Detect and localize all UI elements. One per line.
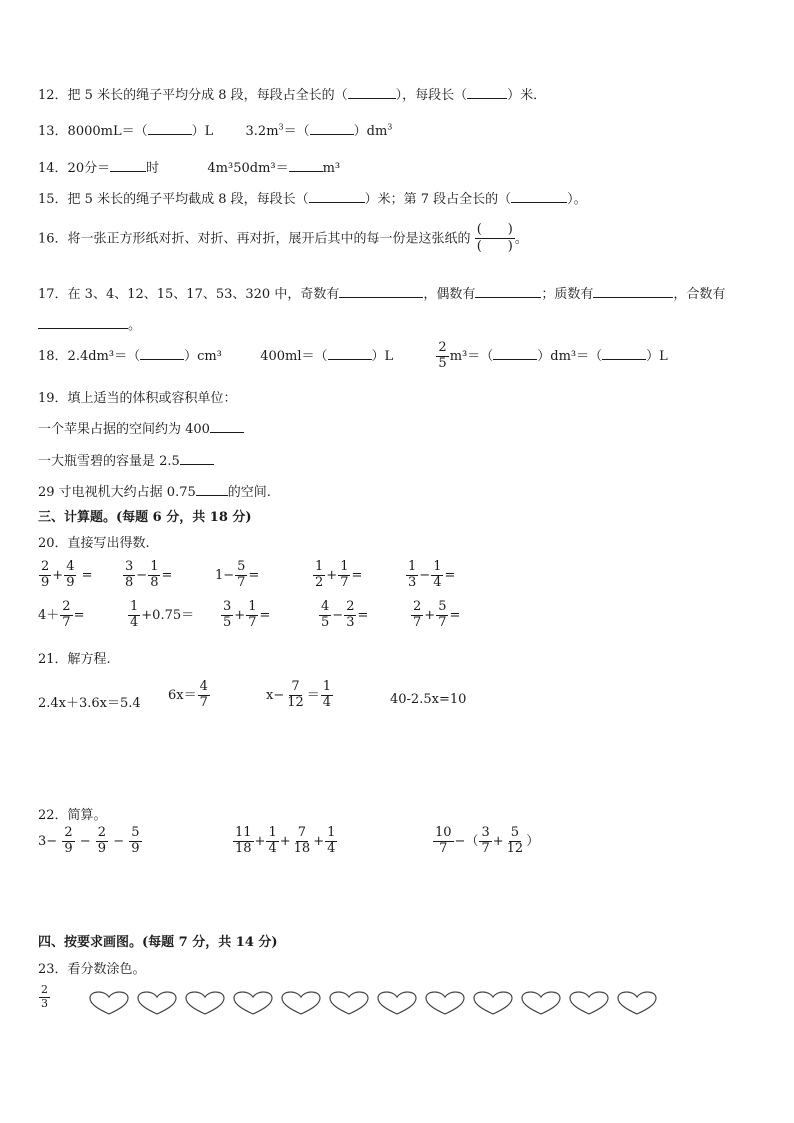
heart-shape[interactable] <box>184 990 226 1016</box>
heart-shape[interactable] <box>328 990 370 1016</box>
simplify-expression: $\frac{11}{18}$ + $\frac{1}{4}$ + $\frac{7}{18}$ + $\frac{1}{4}$ <box>235 825 336 856</box>
heart-shape[interactable] <box>88 990 130 1016</box>
question-22-title: 22．简算。 <box>38 808 107 823</box>
calc-item: $\frac{1}{4}$ +0.75＝ <box>130 599 195 630</box>
question-19-line-1: 一个苹果占据的空间约为 400 <box>38 418 244 437</box>
answer-blank[interactable] <box>289 159 323 172</box>
calc-item: 4＋ $\frac{2}{7}$ = <box>38 599 85 630</box>
answer-blank[interactable] <box>493 347 537 360</box>
heart-shape[interactable] <box>376 990 418 1016</box>
question-12: 12．把 5 米长的绳子平均分成 8 段，每段占全长的（ ），每段长（ ）米． <box>38 88 547 103</box>
answer-blank[interactable] <box>593 285 673 298</box>
answer-blank[interactable] <box>180 452 214 465</box>
question-19-line-3: 29 寸电视机大约占据 0.75 的空间. <box>38 485 271 500</box>
question-17: 17．在 3、4、12、15、17、53、320 中，奇数有 ，偶数有 ；质数有 ，合数有 <box>38 287 726 302</box>
answer-blank[interactable] <box>467 86 507 99</box>
equation: 6x＝ $\frac{4}{7}$ <box>168 679 208 710</box>
section-4-heading: 四、按要求画图。(每题 7 分，共 14 分) <box>38 935 278 950</box>
question-21-title: 21．解方程. <box>38 652 111 667</box>
question-18: 18．2.4dm³＝（ ）cm³ 400ml＝（ ）L $\frac{2}{5}$ m³＝（ ）dm³＝（ ）L <box>38 340 668 371</box>
question-13: 13．8000mL＝（ ）L $3.2m^3=$（ ）$dm^3$ <box>38 122 393 139</box>
question-19-title: 19．填上适当的体积或容积单位： <box>38 391 237 406</box>
heart-shape[interactable] <box>424 990 466 1016</box>
question-15: 15．把 5 米长的绳子平均截成 8 段，每段长（ ）米；第 7 段占全长的（ ）。 <box>38 192 587 207</box>
fraction-blank[interactable]: ( ) ( ) <box>476 222 513 255</box>
answer-blank[interactable] <box>38 316 128 329</box>
calc-item: $\frac{1}{3}$ − $\frac{1}{4}$ = <box>408 559 456 590</box>
answer-blank[interactable] <box>148 122 192 135</box>
calc-item: 1− $\frac{5}{7}$ = <box>215 559 260 590</box>
equation: 2.4x＋3.6x＝5.4 <box>38 696 141 711</box>
calc-item: $\frac{1}{2}$ + $\frac{1}{7}$ = <box>315 559 363 590</box>
simplify-expression: 3− $\frac{2}{9}$ − $\frac{2}{9}$ − $\frac{5}{9}$ <box>38 825 140 856</box>
answer-blank[interactable] <box>310 122 354 135</box>
answer-blank[interactable] <box>602 347 646 360</box>
question-20-title: 20．直接写出得数. <box>38 536 150 551</box>
heart-shape[interactable] <box>568 990 610 1016</box>
question-23-title: 23．看分数涂色。 <box>38 962 146 977</box>
heart-shape[interactable] <box>472 990 514 1016</box>
fraction: $\frac{2}{3}$ <box>41 983 48 1010</box>
answer-blank[interactable] <box>511 190 567 203</box>
answer-blank[interactable] <box>339 285 423 298</box>
answer-blank[interactable] <box>309 190 365 203</box>
fraction: $\frac{2}{5}$ <box>438 340 447 371</box>
heart-shape[interactable] <box>232 990 274 1016</box>
simplify-expression: $\frac{10}{7}$ −（ $\frac{3}{7}$ + $\frac{5}{12}$ ） <box>435 825 540 856</box>
answer-blank[interactable] <box>475 285 541 298</box>
question-16: 16．将一张正方形纸对折、对折、再对折，展开后其中的每一份是这张纸的 ( ) ( ) 。 <box>38 222 528 255</box>
answer-blank[interactable] <box>348 86 396 99</box>
answer-blank[interactable] <box>140 347 184 360</box>
equation: 40-2.5x=10 <box>390 692 467 707</box>
section-3-heading: 三、计算题。(每题 6 分，共 18 分) <box>38 510 252 525</box>
heart-shape[interactable] <box>616 990 658 1016</box>
heart-shape[interactable] <box>520 990 562 1016</box>
equation: x− $\frac{7}{12}$ ＝ $\frac{1}{4}$ <box>266 679 332 710</box>
heart-shape[interactable] <box>280 990 322 1016</box>
answer-blank[interactable] <box>196 483 228 496</box>
answer-blank[interactable] <box>210 420 244 433</box>
calc-item: $\frac{3}{5}$ + $\frac{1}{7}$ = <box>223 599 271 630</box>
calc-item: $\frac{4}{5}$ − $\frac{2}{3}$ = <box>321 599 369 630</box>
heart-shape[interactable] <box>136 990 178 1016</box>
question-17-cont: 。 <box>38 314 141 333</box>
calc-item: $\frac{2}{7}$ + $\frac{5}{7}$ = <box>413 599 461 630</box>
question-19-line-2: 一大瓶雪碧的容量是 2.5 <box>38 450 214 469</box>
question-14: 14．20分＝ 时 4m³50dm³＝ m³ <box>38 161 341 176</box>
answer-blank[interactable] <box>110 159 146 172</box>
calc-item: $\frac{3}{8}$ − $\frac{1}{8}$ = <box>125 559 173 590</box>
answer-blank[interactable] <box>328 347 372 360</box>
calc-item: $\frac{2}{9}$ + $\frac{4}{9}$ = <box>41 559 93 590</box>
heart-row <box>88 990 664 1020</box>
